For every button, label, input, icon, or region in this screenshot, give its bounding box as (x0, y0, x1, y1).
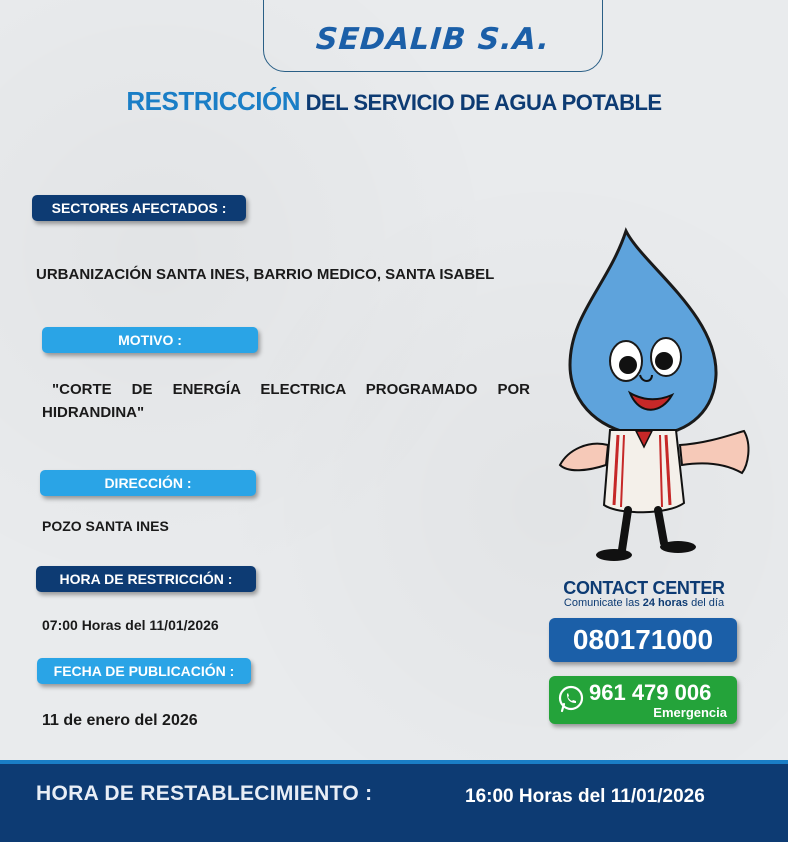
sectores-label: SECTORES AFECTADOS : (32, 195, 246, 221)
contact-center-title: CONTACT CENTER (563, 578, 725, 598)
whatsapp-emergency-button[interactable] (549, 676, 737, 724)
hora-restriccion-label: HORA DE RESTRICCIÓN : (36, 566, 256, 592)
brand-header (263, 0, 603, 72)
direccion-label: DIRECCIÓN : (40, 470, 256, 496)
motivo-label: MOTIVO : (42, 327, 258, 353)
subtitle-post: del día (688, 597, 725, 609)
contact-phone-button[interactable]: 080171000 (549, 618, 737, 662)
subtitle-pre: Comunicate las (563, 597, 643, 609)
motivo-value: "CORTE DE ENERGÍA ELECTRICA PROGRAMADO POR HIDRANDINA" (42, 381, 530, 421)
title-highlight: RESTRICCIÓN (126, 86, 301, 116)
hora-restriccion-value: 07:00 Horas del 11/01/2026 (42, 617, 219, 633)
restablecimiento-label: HORA DE RESTABLECIMIENTO : (36, 782, 373, 805)
sectores-value: URBANIZACIÓN SANTA INES, BARRIO MEDICO, SANTA ISABEL (36, 266, 495, 283)
direccion-value: POZO SANTA INES (42, 518, 169, 534)
footer-bar (0, 760, 788, 842)
whatsapp-number: 961 479 006 (589, 680, 712, 705)
contact-center-subtitle (540, 597, 748, 609)
title-rest: DEL SERVICIO DE AGUA POTABLE (300, 90, 662, 115)
fecha-publicacion-value: 11 de enero del 2026 (42, 712, 198, 729)
whatsapp-label: Emergencia (653, 705, 727, 720)
water-drop-mascot (548, 225, 758, 565)
fecha-publicacion-label: FECHA DE PUBLICACIÓN : (37, 658, 251, 684)
whatsapp-icon (556, 684, 586, 714)
subtitle-bold: 24 horas (642, 597, 689, 609)
brand-name: SEDALIB S.A. (314, 22, 552, 57)
restablecimiento-value: 16:00 Horas del 11/01/2026 (465, 786, 705, 807)
page-title (0, 86, 788, 117)
